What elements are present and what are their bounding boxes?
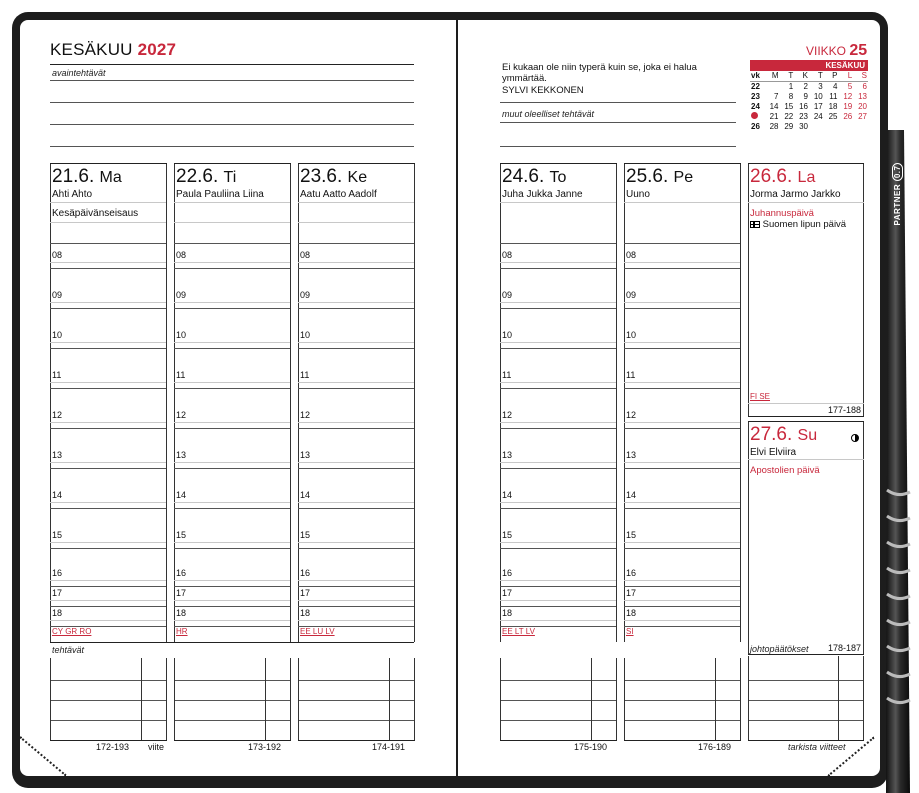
calendar-day: 14	[769, 102, 779, 111]
hour-label: 18	[626, 608, 637, 618]
calendar-day: 6	[862, 82, 867, 91]
weekday-header: P	[824, 71, 839, 82]
calendar-day	[839, 122, 854, 132]
calendar-day: 27	[858, 112, 867, 121]
calendar-day: 24	[813, 112, 823, 121]
day-date: 23.6. Ke	[300, 166, 368, 187]
calendar-day: 7	[774, 92, 779, 101]
hour-label: 14	[52, 490, 63, 500]
calendar-day: 25	[828, 112, 838, 121]
hour-label: 13	[502, 450, 513, 460]
calendar-day: 2	[803, 82, 808, 91]
hour-label: 15	[502, 530, 513, 540]
flag-day	[750, 219, 846, 230]
page-refs: 175-190	[574, 742, 608, 752]
hour-label: 09	[52, 290, 63, 300]
year: 2027	[137, 40, 177, 59]
pen-label	[862, 165, 919, 226]
hour-label: 10	[176, 330, 187, 340]
hour-label: 17	[176, 588, 187, 598]
finnish-flag-icon	[750, 221, 760, 228]
hour-label: 10	[502, 330, 513, 340]
calendar-day: 16	[799, 102, 808, 111]
name-days: Ahti Ahto	[52, 189, 93, 200]
month-title	[50, 40, 176, 60]
month-name: KESÄKUU	[50, 40, 133, 59]
saturday-pages: 177-188	[828, 405, 862, 415]
sunday-pages: 178-187	[828, 643, 862, 653]
calendar-day: 15	[784, 102, 794, 111]
hour-label: 08	[52, 250, 63, 260]
hour-label: 08	[300, 250, 311, 260]
corner-perforation	[20, 736, 67, 776]
day-date: 24.6. To	[502, 166, 567, 187]
calendar-day	[765, 82, 780, 93]
hour-label: 17	[300, 588, 311, 598]
page-refs: 172-193	[96, 742, 130, 752]
hour-label: 09	[300, 290, 311, 300]
hour-label: 18	[176, 608, 187, 618]
hour-label: 15	[626, 530, 637, 540]
hour-label: 13	[176, 450, 187, 460]
week-indicator	[806, 42, 867, 60]
moon-first-quarter-icon	[851, 434, 859, 442]
quote-author: SYLVI KEKKONEN	[502, 85, 584, 96]
hour-label: 11	[502, 370, 512, 380]
page-refs: 173-192	[248, 742, 282, 752]
hour-label: 10	[52, 330, 63, 340]
saturday-holiday: Juhannuspäivä	[750, 208, 814, 219]
page-refs: 176-189	[698, 742, 732, 752]
right-page	[458, 20, 880, 776]
hour-label: 18	[300, 608, 311, 618]
hour-label: 10	[300, 330, 311, 340]
calendar-day: 8	[788, 92, 794, 101]
weekday-header: T	[809, 71, 824, 82]
week-number-cell: 24	[751, 102, 760, 111]
calendar-day: 23	[799, 112, 808, 121]
hour-label: 08	[502, 250, 513, 260]
calendar-day: 4	[833, 82, 838, 91]
weekday-header: K	[794, 71, 809, 82]
country-codes: SI	[626, 627, 634, 636]
hour-label: 12	[502, 410, 513, 420]
hour-label: 16	[176, 568, 187, 578]
hour-label: 11	[626, 370, 636, 380]
hour-label: 18	[502, 608, 513, 618]
hour-label: 09	[626, 290, 637, 300]
calendar-day: 18	[828, 102, 838, 111]
day-date: 21.6. Ma	[52, 166, 122, 187]
hour-label: 16	[502, 568, 513, 578]
week-number-cell: 22	[751, 82, 760, 91]
hour-label: 17	[502, 588, 513, 598]
hour-label: 16	[626, 568, 637, 578]
day-note: Kesäpäivänseisaus	[52, 208, 139, 219]
calendar-day	[853, 122, 868, 132]
calendar-day: 9	[803, 92, 808, 101]
weekday-header: S	[853, 71, 868, 82]
saturday-names: Jorma Jarmo Jarkko	[750, 189, 841, 200]
pen-brand: PARTNER	[893, 183, 902, 226]
hour-label: 12	[626, 410, 637, 420]
mini-calendar-title: KESÄKUU	[750, 60, 868, 71]
calendar-day: 5	[847, 82, 853, 91]
left-page	[20, 20, 456, 776]
hour-label: 11	[300, 370, 310, 380]
country-codes: HR	[176, 627, 188, 636]
weekday-header: T	[780, 71, 795, 82]
name-days: Aatu Aatto Aadolf	[300, 189, 377, 200]
hour-label: 17	[626, 588, 637, 598]
ref-label: viite	[148, 742, 165, 752]
calendar-day: 28	[769, 122, 779, 131]
calendar-day: 11	[829, 92, 838, 101]
hour-label: 15	[176, 530, 187, 540]
calendar-day: 1	[788, 82, 794, 91]
calendar-day: 30	[799, 122, 808, 131]
conclusions-label: johtopäätökset	[750, 644, 809, 654]
name-days: Paula Pauliina Liina	[176, 189, 264, 200]
name-days: Uuno	[626, 189, 650, 200]
current-week-dot-icon	[751, 112, 758, 119]
mini-calendar	[750, 60, 868, 132]
hour-label: 08	[626, 250, 637, 260]
hour-label: 15	[52, 530, 63, 540]
flag-day-text: Suomen lipun päivä	[762, 219, 847, 230]
hour-label: 08	[176, 250, 187, 260]
other-tasks-label: muut oleelliset tehtävät	[502, 109, 595, 119]
hour-label: 12	[52, 410, 63, 420]
country-codes: EE LT LV	[502, 627, 535, 636]
name-days: Juha Jukka Janne	[502, 189, 583, 200]
country-codes: CY GR RO	[52, 627, 92, 636]
hour-label: 14	[176, 490, 187, 500]
day-date: 22.6. Ti	[176, 166, 237, 187]
weekday-header: M	[765, 71, 780, 82]
pen-size: 0.7	[892, 163, 903, 182]
hour-label: 16	[52, 568, 63, 578]
hour-label: 16	[300, 568, 311, 578]
week-label: VIIKKO	[806, 44, 847, 58]
hour-label: 18	[52, 608, 63, 618]
calendar-day: 26	[843, 112, 853, 121]
hour-label: 15	[300, 530, 311, 540]
hour-label: 09	[502, 290, 513, 300]
hour-label: 14	[502, 490, 513, 500]
calendar-day: 3	[818, 82, 823, 91]
calendar-day: 19	[843, 102, 853, 111]
calendar-day	[809, 122, 824, 132]
week-number-cell: 23	[751, 92, 760, 101]
quote-text: Ei kukaan ole niin typerä kuin se, joka ei halua ymmärtää.	[502, 62, 697, 84]
hour-label: 13	[52, 450, 63, 460]
week-number: 25	[849, 42, 868, 59]
calendar-day: 22	[784, 112, 794, 121]
calendar-day: 10	[813, 92, 823, 101]
hour-label: 12	[300, 410, 311, 420]
hour-label: 13	[300, 450, 311, 460]
day-date: 25.6. Pe	[626, 166, 694, 187]
hour-label: 10	[626, 330, 637, 340]
sunday-names: Elvi Elviira	[750, 447, 797, 458]
hour-label: 13	[626, 450, 637, 460]
calendar-day: 12	[843, 92, 853, 101]
tasks-label: tehtävät	[52, 645, 85, 655]
calendar-day: 21	[769, 112, 779, 121]
hour-label: 11	[52, 370, 62, 380]
hour-label: 17	[52, 588, 63, 598]
hour-label: 12	[176, 410, 187, 420]
calendar-day: 20	[858, 102, 867, 111]
saturday-countries: FI SE	[750, 392, 771, 401]
hour-label: 14	[300, 490, 311, 500]
calendar-day: 29	[784, 122, 794, 131]
key-tasks-label: avaintehtävät	[52, 68, 106, 78]
sunday-holiday: Apostolien päivä	[750, 465, 820, 476]
calendar-day	[824, 122, 839, 132]
page-refs: 174-191	[372, 742, 406, 752]
saturday-date: 26.6. La	[750, 166, 816, 187]
weekday-header: L	[839, 71, 854, 82]
calendar-day: 17	[813, 102, 823, 111]
quote	[502, 62, 732, 96]
week-number-cell: 26	[751, 122, 760, 131]
calendar-day: 13	[858, 92, 867, 101]
country-codes: EE LU LV	[300, 627, 335, 636]
hour-label: 14	[626, 490, 637, 500]
check-refs-label: tarkista viitteet	[788, 742, 846, 752]
hour-label: 11	[176, 370, 186, 380]
sunday-date: 27.6. Su	[750, 424, 818, 445]
hour-label: 09	[176, 290, 187, 300]
week-col-header: vk	[750, 71, 765, 82]
week-number-cell	[750, 112, 765, 122]
